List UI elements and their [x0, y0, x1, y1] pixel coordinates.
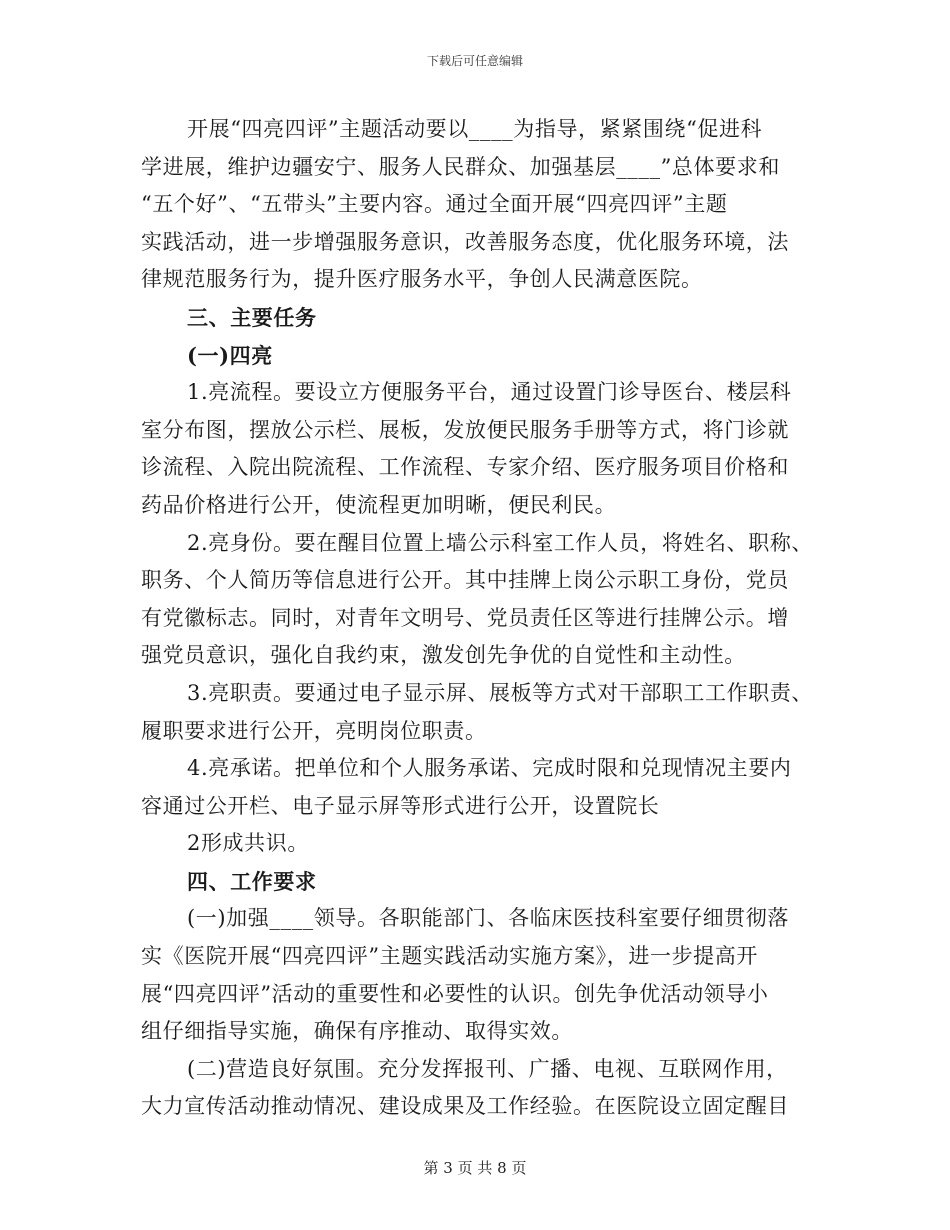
text-line: 实践活动，进一步增强服务意识，改善服务态度，优化服务环境，法 [141, 229, 789, 254]
text-line: 药品价格进行公开，使流程更加明晰，便民利民。 [141, 492, 617, 517]
page-number-footer: 第 3 页 共 8 页 [423, 1159, 527, 1177]
text-line: 室分布图，摆放公示栏、展板，发放便民服务手册等方式，将门诊就 [141, 417, 789, 442]
text-line: (一)加强____领导。各职能部门、各临床医技科室要仔细贯彻落 [187, 906, 789, 931]
text-line: 2.亮身份。要在醒目位置上墙公示科室工作人员，将姓名、职称、 [187, 530, 814, 555]
text-line: 大力宣传活动推动情况、建设成果及工作经验。在医院设立固定醒目 [141, 1094, 789, 1119]
paragraph-item-2 [141, 525, 813, 675]
text-line: 容通过公开栏、电子显示屏等形式进行公开，设置院长 [141, 793, 660, 818]
text-line: 4.亮承诺。把单位和个人服务承诺、完成时限和兑现情况主要内 [187, 756, 792, 781]
text-line: 3.亮职责。要通过电子显示屏、展板等方式对干部职工工作职责、 [187, 680, 814, 705]
text-line: 学进展，维护边疆安宁、服务人民群众、加强基层____”总体要求和 [141, 154, 780, 179]
paragraph-requirement-2 [141, 1051, 813, 1126]
text-line: 履职要求进行公开，亮明岗位职责。 [141, 718, 487, 743]
text-line: 职务、个人简历等信息进行公开。其中挂牌上岗公示职工身份，党员 [141, 568, 789, 593]
text-line: 1.亮流程。要设立方便服务平台，通过设置门诊导医台、楼层科 [187, 380, 792, 405]
text-line: 实《医院开展“四亮四评”主题实践活动实施方案》，进一步提高开 [141, 944, 758, 969]
section-heading-work-requirements: 四、工作要求 [187, 868, 317, 894]
paragraph-item-1 [141, 374, 813, 524]
text-line: (二)营造良好氛围。充分发挥报刊、广播、电视、互联网作用， [187, 1056, 788, 1081]
text-line: 组仔细指导实施，确保有序推动、取得实效。 [141, 1019, 573, 1044]
text-line: 强党员意识，强化自我约束，激发创先争优的自觉性和主动性。 [141, 643, 746, 668]
paragraph-requirement-1 [141, 900, 813, 1050]
text-line: 诊流程、入院出院流程、工作流程、专家介绍、医疗服务项目价格和 [141, 455, 789, 480]
document-body [141, 111, 813, 1126]
subsection-heading-four-highlights: (一)四亮 [187, 342, 273, 368]
text-line: 律规范服务行为，提升医疗服务水平，争创人民满意医院。 [141, 267, 703, 292]
text-fragment: 2形成共识。 [187, 831, 309, 856]
text-line: 有党徽标志。同时，对青年文明号、党员责任区等进行挂牌公示。增 [141, 605, 789, 630]
section-heading-main-tasks: 三、主要任务 [187, 304, 317, 330]
paragraph-item-4 [141, 750, 813, 825]
text-line: “五个好”、“五带头”主要内容。通过全面开展“四亮四评”主题 [141, 192, 728, 217]
page-header: 下载后可任意编辑 [426, 54, 523, 68]
text-line: 展“四亮四评”活动的重要性和必要性的认识。创先争优活动领导小 [141, 981, 769, 1006]
paragraph-item-3 [141, 675, 813, 750]
paragraph-intro [141, 111, 813, 299]
text-line: 开展“四亮四评”主题活动要以____为指导，紧紧围绕“促进科 [187, 117, 763, 141]
